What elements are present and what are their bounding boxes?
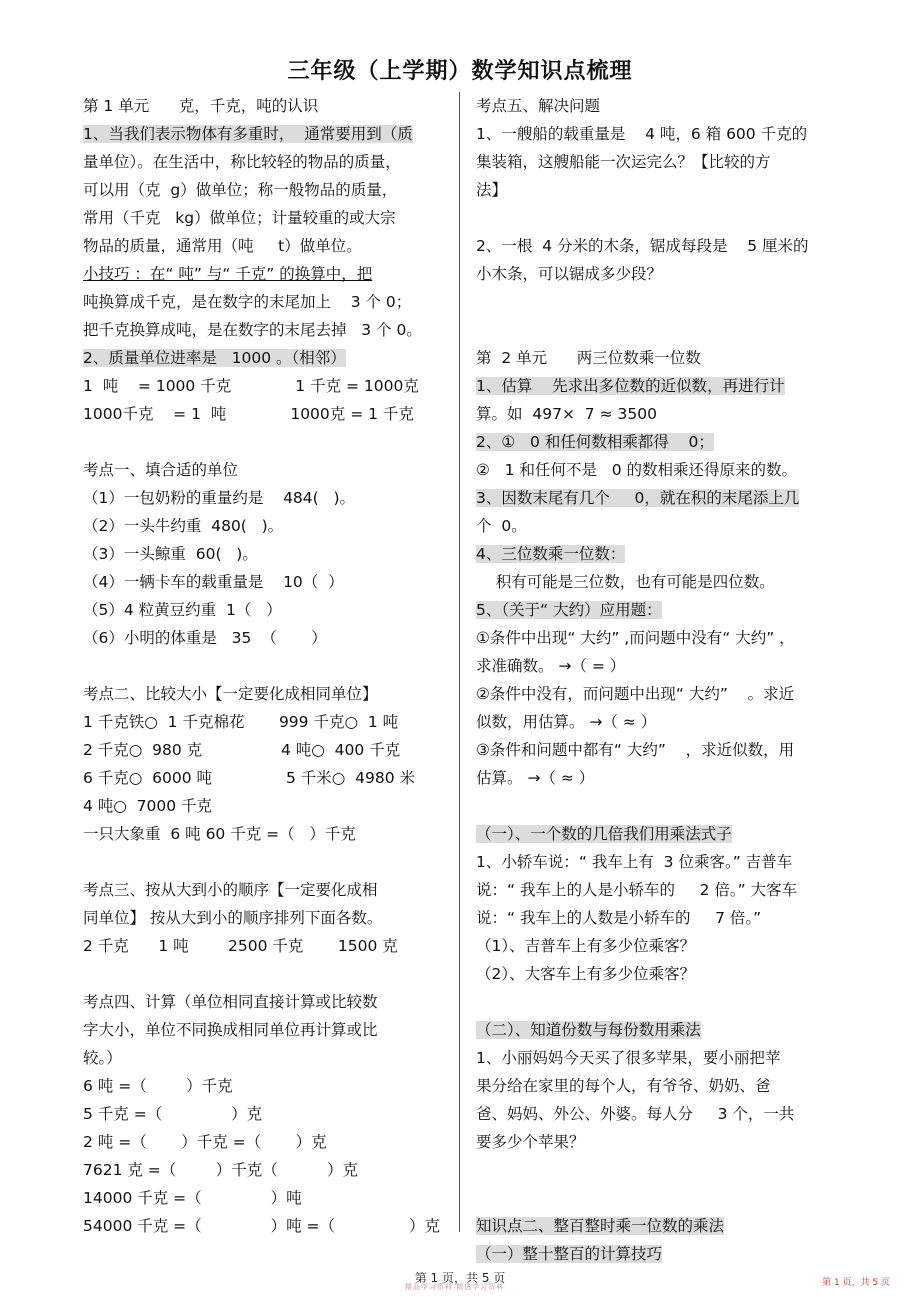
right-line-text: 说：“ 我车上的人是小轿车的 2 倍。” 大客车 [476,881,798,899]
right-line [476,848,841,876]
left-line-text: 1000千克 = 1 吨 1000克 = 1 千克 [83,405,414,423]
left-line-text: 常用（千克 kg）做单位；计量较重的或大宗 [83,209,396,227]
left-line [83,848,445,876]
left-line-text: 第 1 单元 克，千克，吨的认识 [83,97,319,115]
right-line [476,680,841,708]
left-line [83,1184,445,1212]
left-line [83,428,445,456]
right-line-text: 1、一艘船的载重量是 4 吨，6 箱 600 千克的 [476,125,808,143]
left-line-text: （4）一辆卡车的载重量是 10（ ） [83,573,344,591]
right-line-text: 算。如 497× 7 ≈ 3500 [476,405,657,423]
left-line-text: 可以用（克 g）做单位；称一般物品的质量， [83,181,398,199]
page-number-small: 第 1 页，共 5 页 [822,1278,890,1288]
right-line [476,232,841,260]
left-line-text: 2、质量单位进率是 1000 。（相邻） [83,349,346,367]
left-line-text: （1）一包奶粉的重量约是 484( )。 [83,489,356,507]
left-line [83,1044,445,1072]
left-line-text: 6 吨 =（ ）千克 [83,1077,233,1095]
left-line-text: 较。） [83,1049,122,1067]
right-line [476,792,841,820]
right-line [476,736,841,764]
left-line [83,568,445,596]
left-line [83,400,445,428]
right-line-text: 4、三位数乘一位数： [476,545,626,563]
right-line-text: 知识点二、整百整时乘一位数的乘法 [476,1217,725,1235]
right-line-text: 爸、妈妈、外公、外婆。每人分 3 个，一共 [476,1105,795,1123]
left-line [83,736,445,764]
left-line [83,1128,445,1156]
right-line-text: 求准确数。 →（ = ） [476,657,626,675]
left-line [83,204,445,232]
watermark-text: 精品学习资料 精选学习资料 [405,1283,505,1291]
page-number: 第 1 页，共 5 页 [414,1271,506,1285]
column-divider [459,92,460,1232]
right-line-text: （一）整十整百的计算技巧 [476,1245,663,1263]
left-line [83,596,445,624]
right-line [476,1016,841,1044]
right-line [476,876,841,904]
right-line-text: 估算。 →（ ≈ ） [476,769,595,787]
left-line [83,1100,445,1128]
left-line-text: 小技巧 ：在“ 吨” 与“ 千克” 的换算中，把 [83,265,373,283]
left-line-text: 2 千克○ 980 克 4 吨○ 400 千克 [83,741,401,759]
left-line-text: 6 千克○ 6000 吨 5 千米○ 4980 米 [83,769,415,787]
right-line [476,624,841,652]
right-line [476,540,841,568]
right-line [476,1044,841,1072]
left-line [83,652,445,680]
left-line-text: 5 千克 =（ ）克 [83,1105,263,1123]
left-line-text: 把千克换算成吨，是在数字的末尾去掉 3 个 0。 [83,321,422,339]
right-line [476,428,841,456]
right-line-text: （一）、一个数的几倍我们用乘法式子 [476,825,732,843]
left-line-text: （6）小明的体重是 35 （ ） [83,629,327,647]
left-line-text: 1、当我们表示物体有多重时， 通常要用到（质 [83,125,413,143]
left-line [83,176,445,204]
right-line [476,1184,841,1212]
left-line-text: 14000 千克 =（ ）吨 [83,1189,302,1207]
left-line [83,372,445,400]
right-line [476,400,841,428]
right-line [476,120,841,148]
right-line-text: 1、估算 先求出多位数的近似数，再进行计 [476,377,785,395]
right-line-text: ②条件中没有，而问题中出现“ 大约” 。求近 [476,685,795,703]
left-line [83,764,445,792]
right-line-text: 似数，用估算。 →（ ≈ ） [476,713,657,731]
left-line-text: 1 吨 = 1000 千克 1 千克 = 1000克 [83,377,419,395]
right-line-text: 小木条，可以锯成多少段？ [476,265,663,283]
left-line [83,1072,445,1100]
left-line [83,260,445,288]
right-line [476,652,841,680]
right-line-text: 个 0。 [476,517,527,535]
left-line-text: 量单位）。在生活中，称比较轻的物品的质量， [83,153,401,171]
right-line [476,316,841,344]
right-line-text: 要多少个苹果？ [476,1133,585,1151]
left-line [83,288,445,316]
left-line-text: 考点四、计算（单位相同直接计算或比较数 [83,993,378,1011]
page-title: 三年级（上学期）数学知识点梳理 [287,59,633,84]
right-line [476,1156,841,1184]
left-line [83,792,445,820]
right-line-text: 2、一根 4 分米的木条，锯成每段是 5 厘米的 [476,237,809,255]
left-line [83,120,445,148]
right-line-text: （2）、大客车上有多少位乘客？ [476,965,696,983]
right-line [476,764,841,792]
right-column [476,92,841,1268]
right-line-text: 积有可能是三位数，也有可能是四位数。 [476,573,775,591]
right-line-text: 5、（关于“ 大约）应用题： [476,601,662,619]
right-line-text: （1）、吉普车上有多少位乘客？ [476,937,696,955]
left-line-text: 4 吨○ 7000 千克 [83,797,213,815]
right-line-text: 1、小丽妈妈今天买了很多苹果，要小丽把苹 [476,1049,781,1067]
right-line [476,484,841,512]
right-line [476,372,841,400]
right-line-text: 法】 [476,181,508,199]
left-line [83,1016,445,1044]
right-line [476,148,841,176]
right-line-text: 1、小轿车说：“ 我车上有 3 位乘客。” 吉普车 [476,853,793,871]
right-line [476,932,841,960]
left-line [83,148,445,176]
left-line-text: 考点一、填合适的单位 [83,461,239,479]
right-line-text: 考点五、解决问题 [476,97,601,115]
left-line [83,540,445,568]
right-line-text: 3、因数末尾有几个 0，就在积的末尾添上几 [476,489,800,507]
right-line [476,344,841,372]
right-line [476,596,841,624]
right-line [476,288,841,316]
left-line [83,708,445,736]
left-line [83,1212,445,1240]
right-line [476,456,841,484]
left-line [83,232,445,260]
left-line-text: 考点三、按从大到小的顺序【一定要化成相 [83,881,378,899]
right-line-text: （二）、知道份数与每份数用乘法 [476,1021,701,1039]
right-line [476,1240,841,1268]
right-line [476,904,841,932]
left-line-text: 54000 千克 =（ ）吨 =（ ）克 [83,1217,440,1235]
left-line [83,960,445,988]
left-line-text: 物品的质量，通常用（吨 t）做单位。 [83,237,362,255]
left-line-text: 吨换算成千克，是在数字的末尾加上 3 个 0； [83,293,412,311]
right-line [476,1212,841,1240]
right-line-text: 果分给在家里的每个人，有爷爷、奶奶、爸 [476,1077,771,1095]
left-line-text: （5）4 粒黄豆约重 1（ ） [83,601,282,619]
right-line-text: 说：“ 我车上的人数是小轿车的 7 倍。” [476,909,762,927]
right-line [476,960,841,988]
left-line-text: 1 千克铁○ 1 千克棉花 999 千克○ 1 吨 [83,713,399,731]
left-line-text: （3）一头鲸重 60( )。 [83,545,258,563]
right-line-text: ①条件中出现“ 大约” ,而问题中没有“ 大约” ， [476,629,795,647]
left-line [83,680,445,708]
left-column [83,92,445,1240]
left-line [83,344,445,372]
left-line [83,820,445,848]
right-line [476,988,841,1016]
right-line [476,176,841,204]
left-line [83,316,445,344]
left-line-text: 2 吨 =（ ）千克 =（ ）克 [83,1133,327,1151]
left-line [83,92,445,120]
left-line-text: 字大小，单位不同换成相同单位再计算或比 [83,1021,378,1039]
right-line-text: 2、① 0 和任何数相乘都得 0； [476,433,714,451]
left-line [83,932,445,960]
right-line [476,820,841,848]
left-line [83,512,445,540]
right-line-text: 集装箱，这艘船能一次运完么？【比较的方 [476,153,771,171]
right-line [476,568,841,596]
right-line [476,1072,841,1100]
left-line [83,456,445,484]
right-line [476,708,841,736]
left-line-text: 考点二、比较大小【一定要化成相同单位】 [83,685,378,703]
left-line [83,988,445,1016]
right-line [476,92,841,120]
left-line [83,1156,445,1184]
left-line [83,876,445,904]
right-line [476,260,841,288]
right-line [476,204,841,232]
right-line [476,1100,841,1128]
right-line-text: ② 1 和任何不是 0 的数相乘还得原来的数。 [476,461,798,479]
left-line-text: （2）一头牛约重 480( )。 [83,517,284,535]
left-line-text: 一只大象重 6 吨 60 千克 =（ ）千克 [83,825,356,843]
left-line-text: 同单位】 按从大到小的顺序排列下面各数。 [83,909,383,927]
left-line [83,904,445,932]
left-line [83,624,445,652]
left-line-text: 7621 克 =（ ）千克（ ）克 [83,1161,358,1179]
left-line-text: 2 千克 1 吨 2500 千克 1500 克 [83,937,398,955]
right-line [476,1128,841,1156]
left-line [83,484,445,512]
right-line [476,512,841,540]
right-line-text: ③条件和问题中都有“ 大约” ，求近似数，用 [476,741,795,759]
right-line-text: 第 2 单元 两三位数乘一位数 [476,349,701,367]
